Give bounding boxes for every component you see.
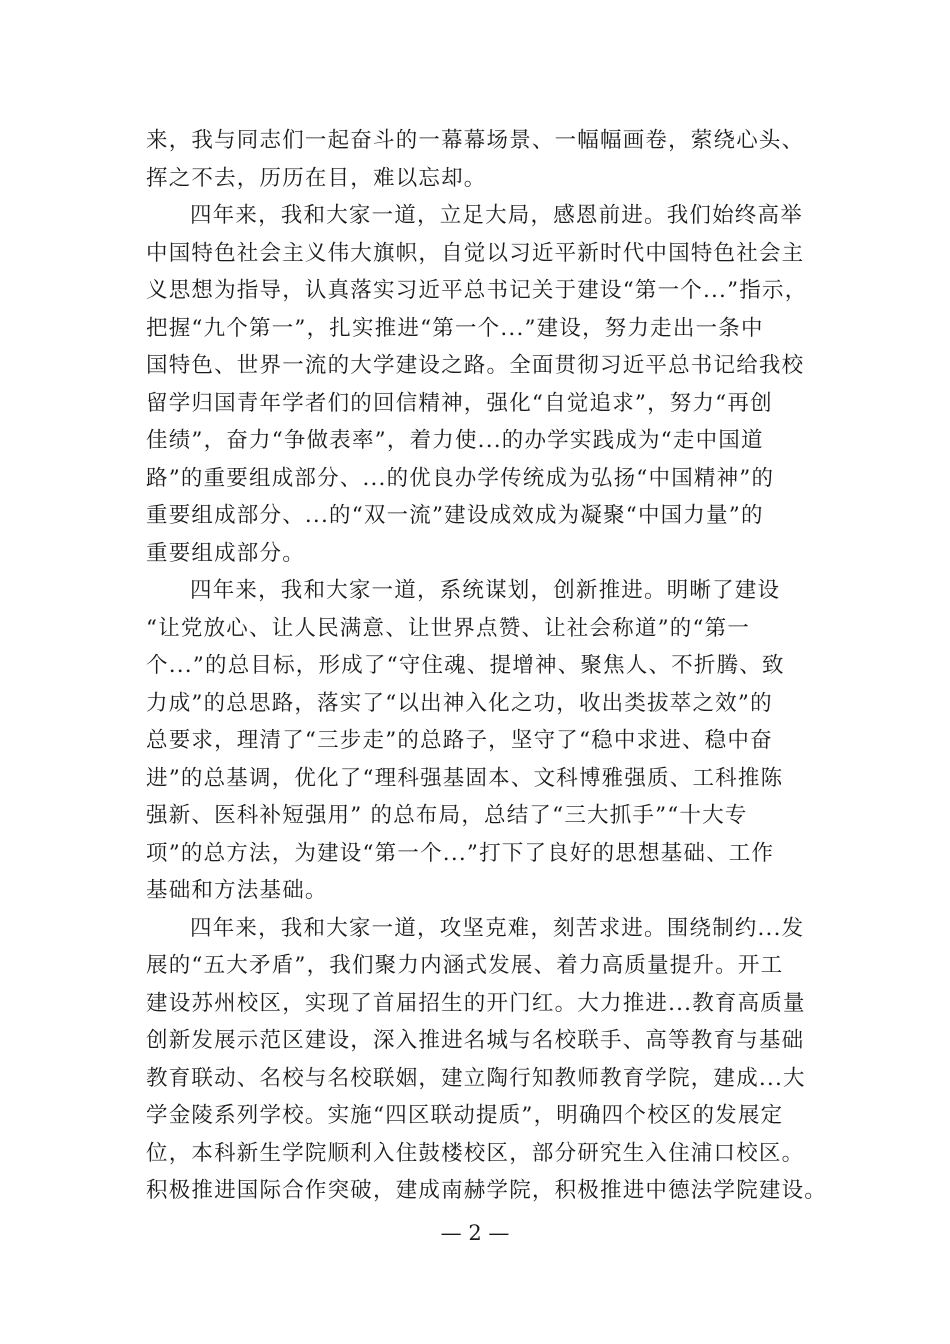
text-line: 积极推进国际合作突破，建成南赫学院，积极推进中德法学院建设。: [146, 1178, 828, 1203]
text-line: 挥之不去，历历在目，难以忘却。: [146, 165, 487, 191]
text-line: 强新、医科补短强用” 的总布局，总结了“三大抓手”“十大专: [146, 803, 748, 828]
text-line: 建设苏州校区，实现了首届招生的开门红。大力推进...教育高质量: [146, 990, 806, 1016]
text-line: 重要组成部分、...的“双一流”建设成效成为凝聚“中国力量”的: [146, 503, 764, 528]
text-line: 力成”的总思路，落实了“以出神入化之功，收出类拔萃之效”的: [146, 690, 773, 716]
text-line: 义思想为指导，认真落实习近平总书记关于建设“第一个...”指示，: [146, 278, 808, 303]
paragraph-first-line: 四年来，我和大家一道，系统谋划，创新推进。明晰了建设: [190, 578, 781, 603]
paragraph-first-line: 四年来，我和大家一道，攻坚克难，刻苦求进。围绕制约...发: [190, 915, 805, 941]
text-line: 项”的总方法，为建设“第一个...”打下了良好的思想基础、工作: [146, 840, 775, 866]
text-line: 国特色、世界一流的大学建设之路。全面贯彻习近平总书记给我校: [146, 353, 805, 378]
text-line: 创新发展示范区建设，深入推进名城与名校联手、高等教育与基础: [146, 1028, 805, 1053]
text-line: 教育联动、名校与名校联姻，建立陶行知教师教育学院，建成...大: [146, 1065, 806, 1091]
text-line: 重要组成部分。: [146, 540, 305, 566]
paragraph-first-line: 四年来，我和大家一道，立足大局，感恩前进。我们始终高举: [190, 203, 803, 228]
text-line: 总要求，理清了“三步走”的总路子，坚守了“稳中求进、稳中奋: [146, 728, 773, 753]
text-line: 展的“五大矛盾”，我们聚力内涵式发展、着力高质量提升。开工: [146, 953, 784, 978]
text-line: 把握“九个第一”，扎实推进“第一个...”建设，努力走出一条中: [146, 315, 764, 341]
text-line: 进”的总基调，优化了“理科强基固本、文科博雅强质、工科推陈: [146, 765, 784, 791]
text-line: 留学归国青年学者们的回信精神，强化“自觉追求”，努力“再创: [146, 390, 773, 416]
document-body: [146, 122, 830, 1210]
text-line: 佳绩”，奋力“争做表率”，着力使...的办学实践成为“走中国道: [146, 428, 764, 453]
text-line: 中国特色社会主义伟大旗帜，自觉以习近平新时代中国特色社会主: [146, 240, 805, 266]
text-line: 路”的重要组成部分、...的优良办学传统成为弘扬“中国精神”的: [146, 465, 775, 491]
text-line: 学金陵系列学校。实施“四区联动提质”，明确四个校区的发展定: [146, 1103, 784, 1128]
text-line: 来，我与同志们一起奋斗的一幕幕场景、一幅幅画卷，萦绕心头、: [146, 128, 805, 153]
text-line: 个...”的总目标，形成了“守住魂、提增神、聚焦人、不折腾、致: [146, 653, 785, 678]
text-line: “让党放心、让人民满意、让世界点赞、让社会称道”的“第一: [146, 615, 751, 641]
page-number: — 2 —: [440, 1221, 510, 1245]
text-line: 位，本科新生学院顺利入住鼓楼校区，部分研究生入住浦口校区。: [146, 1140, 805, 1166]
text-line: 基础和方法基础。: [146, 878, 328, 903]
